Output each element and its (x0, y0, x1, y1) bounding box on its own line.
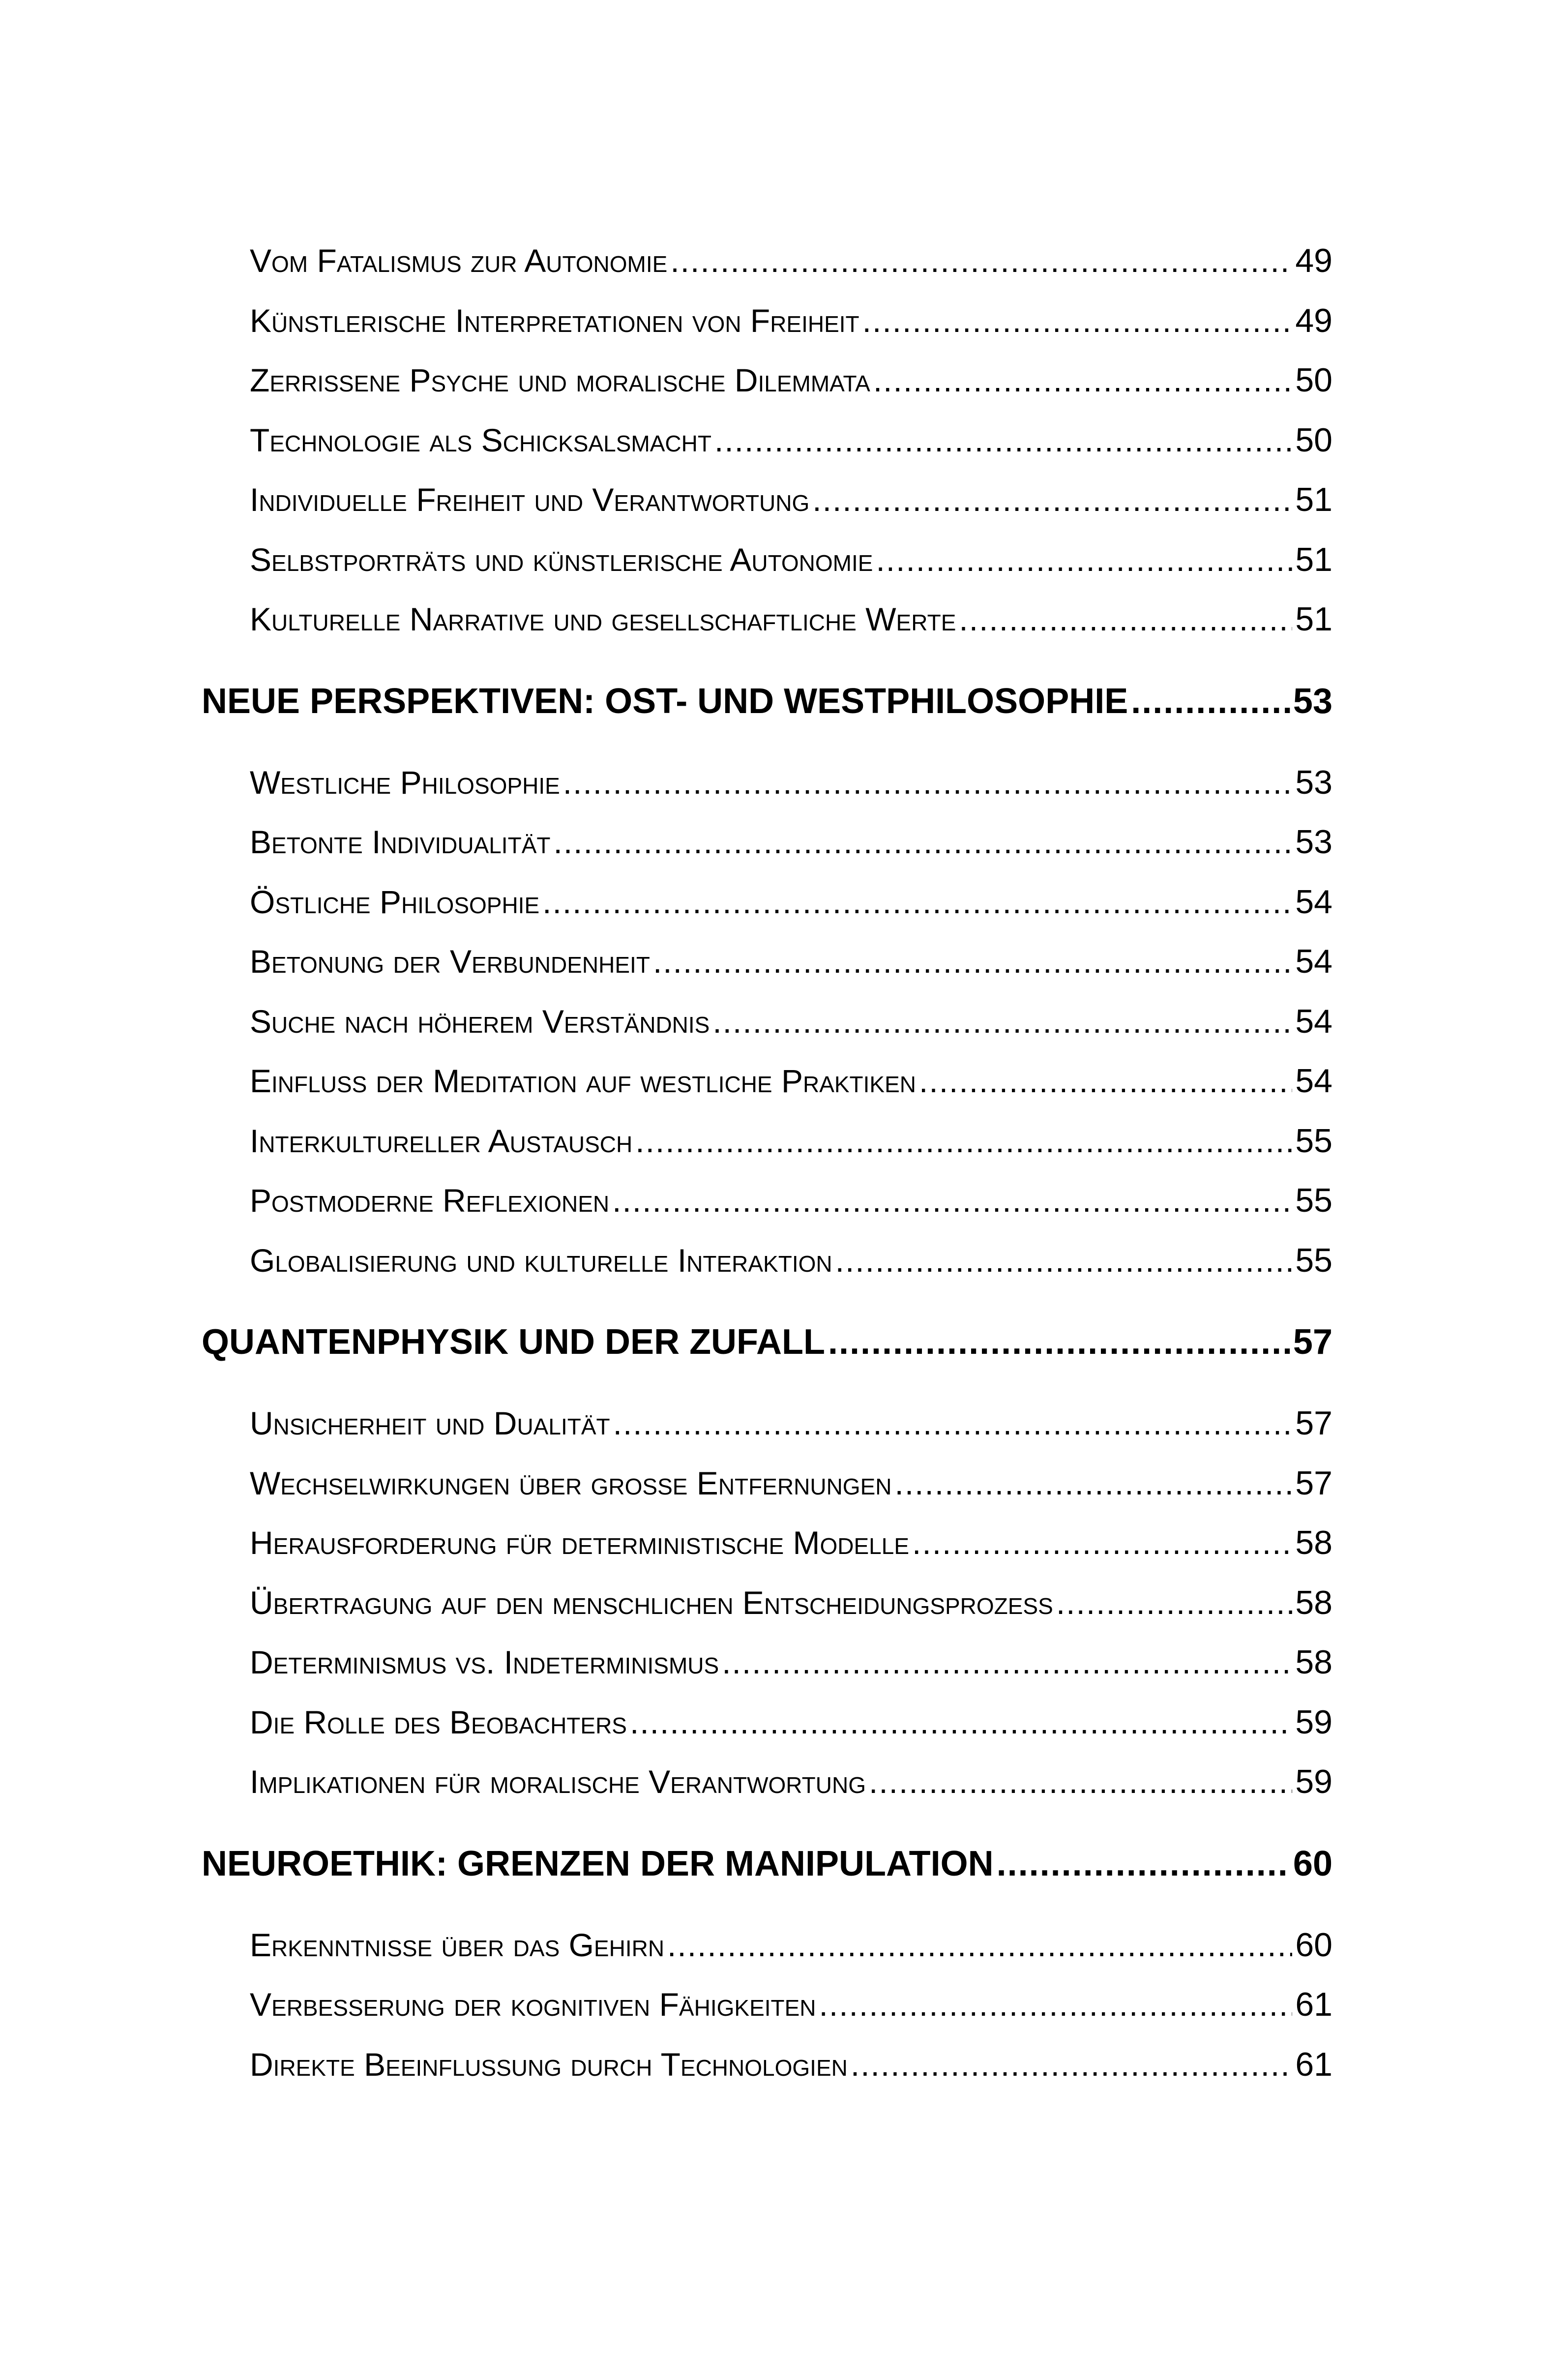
entry-page-number: 54 (1295, 943, 1332, 980)
entry-title: Suche nach höherem Verständnis (250, 1003, 710, 1040)
entry-title: Betonte Individualität (250, 824, 551, 860)
entry-page-number: 49 (1295, 242, 1332, 279)
toc-entry (202, 411, 1332, 471)
table-of-contents (202, 231, 1332, 2094)
dot-leader (612, 1171, 1292, 1231)
entry-title: Östliche Philosophie (250, 883, 540, 920)
toc-entry (202, 1454, 1332, 1514)
dot-leader (1131, 674, 1290, 728)
dot-leader (635, 1111, 1292, 1171)
entry-page-number: 57 (1295, 1404, 1332, 1442)
entry-title: Betonung der Verbundenheit (250, 943, 650, 980)
dot-leader (712, 992, 1292, 1052)
entry-title: Interkultureller Austausch (250, 1122, 633, 1159)
entry-title: Globalisierung und kulturelle Interaktion (250, 1242, 832, 1279)
dot-leader (959, 590, 1292, 650)
dot-leader (895, 1454, 1293, 1514)
toc-entry (202, 1752, 1332, 1812)
dot-leader (722, 1633, 1292, 1693)
dot-leader (542, 872, 1292, 932)
entry-title: Determinismus vs. Indeterminismus (250, 1644, 719, 1680)
toc-entry (202, 932, 1332, 992)
toc-entry (202, 1111, 1332, 1171)
entry-page-number: 58 (1295, 1524, 1332, 1561)
dot-leader (819, 1975, 1293, 2035)
entry-page-number: 49 (1295, 301, 1332, 339)
entry-page-number: 53 (1295, 763, 1332, 801)
toc-entry (202, 2035, 1332, 2095)
entry-page-number: 59 (1295, 1703, 1332, 1741)
chapter-title: NEUE PERSPEKTIVEN: OST- UND WESTPHILOSOPHIE (202, 681, 1128, 721)
dot-leader (630, 1693, 1292, 1753)
dot-leader (835, 1231, 1293, 1291)
toc-entry (202, 1394, 1332, 1454)
chapter-title: NEUROETHIK: GRENZEN DER MANIPULATION (202, 1844, 994, 1883)
entry-page-number: 53 (1295, 823, 1332, 861)
entry-page-number: 54 (1295, 1062, 1332, 1100)
entry-title: Zerrissene Psyche und moralische Dilemmata (250, 362, 870, 398)
entry-title: Selbstporträts und künstlerische Autonomie (250, 541, 873, 578)
toc-entry (202, 1051, 1332, 1111)
dot-leader (1056, 1573, 1293, 1633)
entry-page-number: 61 (1295, 1986, 1332, 2023)
dot-leader (919, 1051, 1292, 1111)
entry-page-number: 55 (1295, 1122, 1332, 1160)
dot-leader (553, 812, 1292, 872)
toc-chapter-entry (202, 1837, 1332, 1891)
toc-entry (202, 1513, 1332, 1573)
toc-entry (202, 291, 1332, 351)
dot-leader (563, 753, 1293, 813)
chapter-page-number: 53 (1293, 681, 1332, 721)
entry-title: Technologie als Schicksalsmacht (250, 421, 711, 458)
toc-entry (202, 590, 1332, 650)
dot-leader (812, 470, 1292, 530)
dot-leader (653, 932, 1292, 992)
entry-page-number: 50 (1295, 421, 1332, 459)
entry-title: Individuelle Freiheit und Verantwortung (250, 481, 810, 518)
toc-entry (202, 1915, 1332, 1975)
entry-page-number: 54 (1295, 883, 1332, 921)
entry-page-number: 51 (1295, 481, 1332, 518)
entry-page-number: 60 (1295, 1926, 1332, 1964)
entry-title: Implikationen für moralische Verantwortung (250, 1763, 866, 1800)
dot-leader (613, 1394, 1293, 1454)
entry-title: Westliche Philosophie (250, 764, 560, 801)
dot-leader (997, 1837, 1290, 1891)
entry-page-number: 58 (1295, 1643, 1332, 1681)
toc-entry (202, 1171, 1332, 1231)
dot-leader (667, 1915, 1292, 1975)
entry-page-number: 57 (1295, 1464, 1332, 1502)
entry-page-number: 59 (1295, 1763, 1332, 1800)
dot-leader (873, 351, 1293, 411)
entry-title: Einfluss der Meditation auf westliche Praktiken (250, 1063, 917, 1099)
entry-title: Künstlerische Interpretationen von Freiheit (250, 302, 859, 339)
entry-title: Die Rolle des Beobachters (250, 1703, 627, 1740)
dot-leader (862, 291, 1293, 351)
dot-leader (912, 1513, 1292, 1573)
toc-entry (202, 872, 1332, 932)
toc-entry (202, 1693, 1332, 1753)
entry-page-number: 61 (1295, 2045, 1332, 2083)
toc-entry (202, 231, 1332, 291)
dot-leader (714, 411, 1292, 471)
entry-page-number: 55 (1295, 1182, 1332, 1219)
toc-entry (202, 1975, 1332, 2035)
entry-title: Direkte Beeinflussung durch Technologien (250, 2046, 848, 2083)
toc-entry (202, 530, 1332, 590)
toc-entry (202, 753, 1332, 813)
entry-title: Übertragung auf den menschlichen Entscheidungsprozess (250, 1584, 1053, 1621)
dot-leader (828, 1315, 1290, 1369)
entry-title: Wechselwirkungen über große Entfernungen (250, 1464, 892, 1501)
toc-entry (202, 992, 1332, 1052)
entry-page-number: 51 (1295, 600, 1332, 638)
entry-title: Herausforderung für deterministische Modelle (250, 1524, 910, 1561)
toc-entry (202, 812, 1332, 872)
toc-entry (202, 1573, 1332, 1633)
entry-page-number: 51 (1295, 540, 1332, 578)
toc-entry (202, 470, 1332, 530)
entry-title: Kulturelle Narrative und gesellschaftliche Werte (250, 601, 956, 637)
entry-title: Unsicherheit und Dualität (250, 1405, 610, 1441)
entry-title: Verbesserung der kognitiven Fähigkeiten (250, 1986, 816, 2023)
toc-chapter-entry (202, 1315, 1332, 1369)
entry-page-number: 54 (1295, 1002, 1332, 1040)
chapter-page-number: 57 (1293, 1322, 1332, 1362)
entry-page-number: 58 (1295, 1583, 1332, 1621)
dot-leader (876, 530, 1292, 590)
toc-entry (202, 351, 1332, 411)
dot-leader (869, 1752, 1292, 1812)
toc-entry (202, 1633, 1332, 1693)
chapter-title: QUANTENPHYSIK UND DER ZUFALL (202, 1322, 826, 1362)
entry-title: Postmoderne Reflexionen (250, 1182, 610, 1219)
entry-title: Vom Fatalismus zur Autonomie (250, 242, 668, 279)
entry-page-number: 50 (1295, 361, 1332, 399)
entry-title: Erkenntnisse über das Gehirn (250, 1926, 665, 1963)
chapter-page-number: 60 (1293, 1844, 1332, 1883)
dot-leader (670, 231, 1292, 291)
toc-chapter-entry (202, 674, 1332, 728)
dot-leader (851, 2035, 1293, 2095)
toc-entry (202, 1231, 1332, 1291)
entry-page-number: 55 (1295, 1241, 1332, 1279)
